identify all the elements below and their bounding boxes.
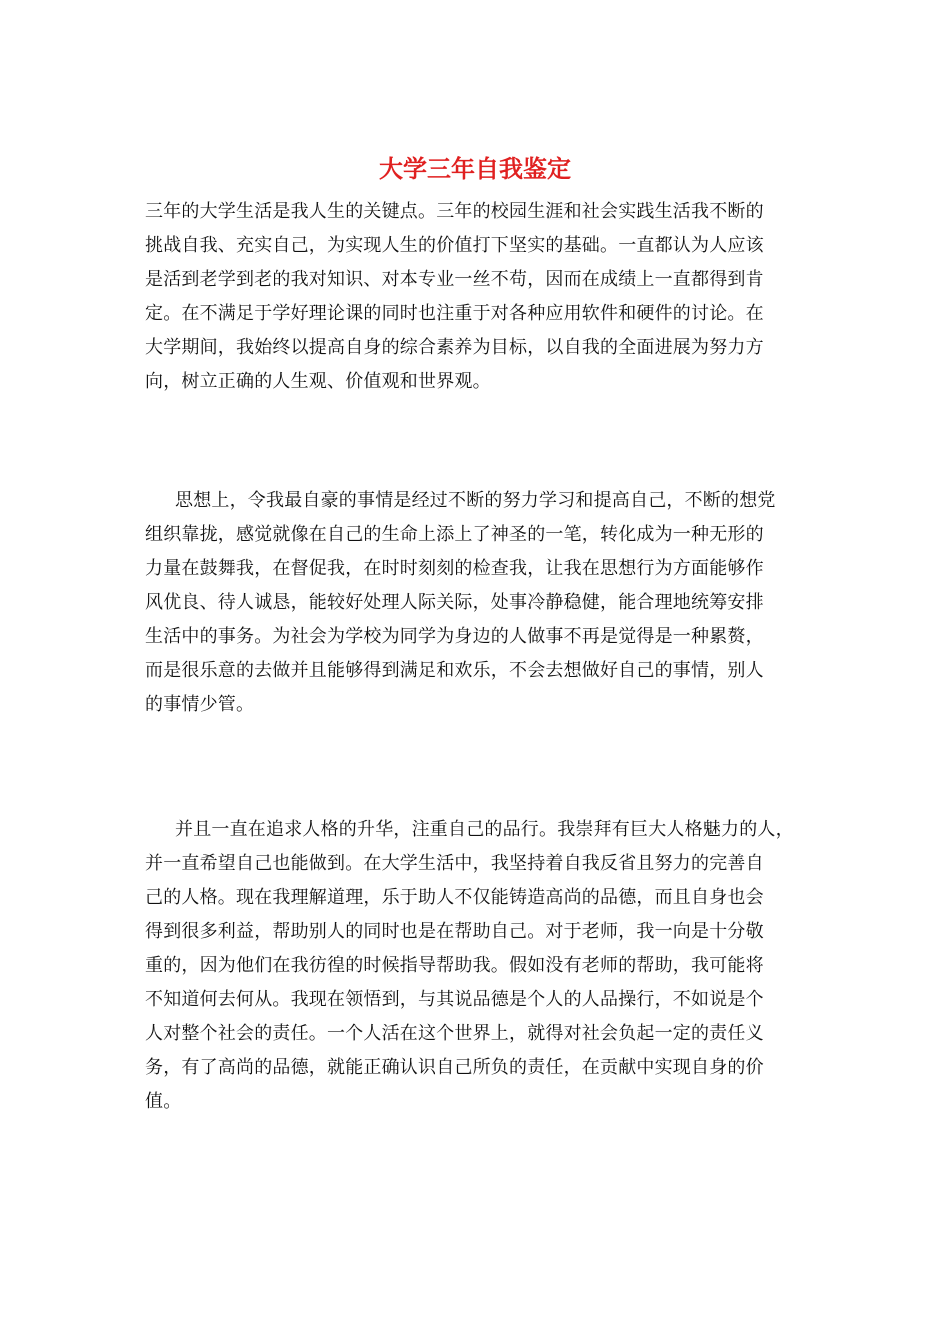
text-line: 不知道何去何从。我现在领悟到，与其说品德是个人的人品操行，不如说是个: [145, 989, 764, 1010]
text-line: 重的，因为他们在我彷徨的时候指导帮助我。假如没有老师的帮助，我可能将: [145, 955, 764, 976]
text-line: 是活到老学到老的我对知识、对本专业一丝不苟，因而在成绩上一直都得到肯: [145, 269, 764, 290]
text-line: 值。: [145, 1091, 182, 1112]
text-line: 务，有了高尚的品德，就能正确认识自己所负的责任，在贡献中实现自身的价: [145, 1057, 764, 1078]
text-line: 向，树立正确的人生观、价值观和世界观。: [145, 371, 491, 392]
document-title: 大学三年自我鉴定: [379, 154, 571, 183]
text-line: 生活中的事务。为社会为学校为同学为身边的人做事不再是觉得是一种累赘，: [145, 626, 764, 647]
text-line: 风优良、待人诚恳，能较好处理人际关际，处事冷静稳健，能合理地统筹安排: [145, 592, 764, 613]
text-line: 己的人格。现在我理解道理，乐于助人不仅能铸造高尚的品德，而且自身也会: [145, 887, 764, 908]
text-line: 人对整个社会的责任。一个人活在这个世界上，就得对社会负起一定的责任义: [145, 1023, 764, 1044]
text-line: 挑战自我、充实自己，为实现人生的价值打下坚实的基础。一直都认为人应该: [145, 235, 764, 256]
paragraph-3: [145, 813, 810, 1119]
paragraph-1: [145, 195, 810, 399]
text-line: 的事情少管。: [145, 694, 255, 715]
paragraph-2: [145, 484, 810, 722]
text-line: 力量在鼓舞我，在督促我，在时时刻刻的检查我，让我在思想行为方面能够作: [145, 558, 764, 579]
text-line: 并且一直在追求人格的升华，注重自己的品行。我崇拜有巨大人格魅力的人，: [175, 819, 794, 840]
text-line: 并一直希望自己也能做到。在大学生活中，我坚持着自我反省且努力的完善自: [145, 853, 764, 874]
text-line: 定。在不满足于学好理论课的同时也注重于对各种应用软件和硬件的讨论。在: [145, 303, 764, 324]
text-line: 大学期间，我始终以提高自身的综合素养为目标，以自我的全面进展为努力方: [145, 337, 764, 358]
text-line: 得到很多利益，帮助别人的同时也是在帮助自己。对于老师，我一向是十分敬: [145, 921, 764, 942]
text-line: 思想上，令我最自豪的事情是经过不断的努力学习和提高自己，不断的想党: [175, 490, 776, 511]
text-line: 三年的大学生活是我人生的关键点。三年的校园生涯和社会实践生活我不断的: [145, 201, 764, 222]
text-line: 而是很乐意的去做并且能够得到满足和欢乐，不会去想做好自己的事情，别人: [145, 660, 764, 681]
text-line: 组织靠拢，感觉就像在自己的生命上添上了神圣的一笔，转化成为一种无形的: [145, 524, 764, 545]
